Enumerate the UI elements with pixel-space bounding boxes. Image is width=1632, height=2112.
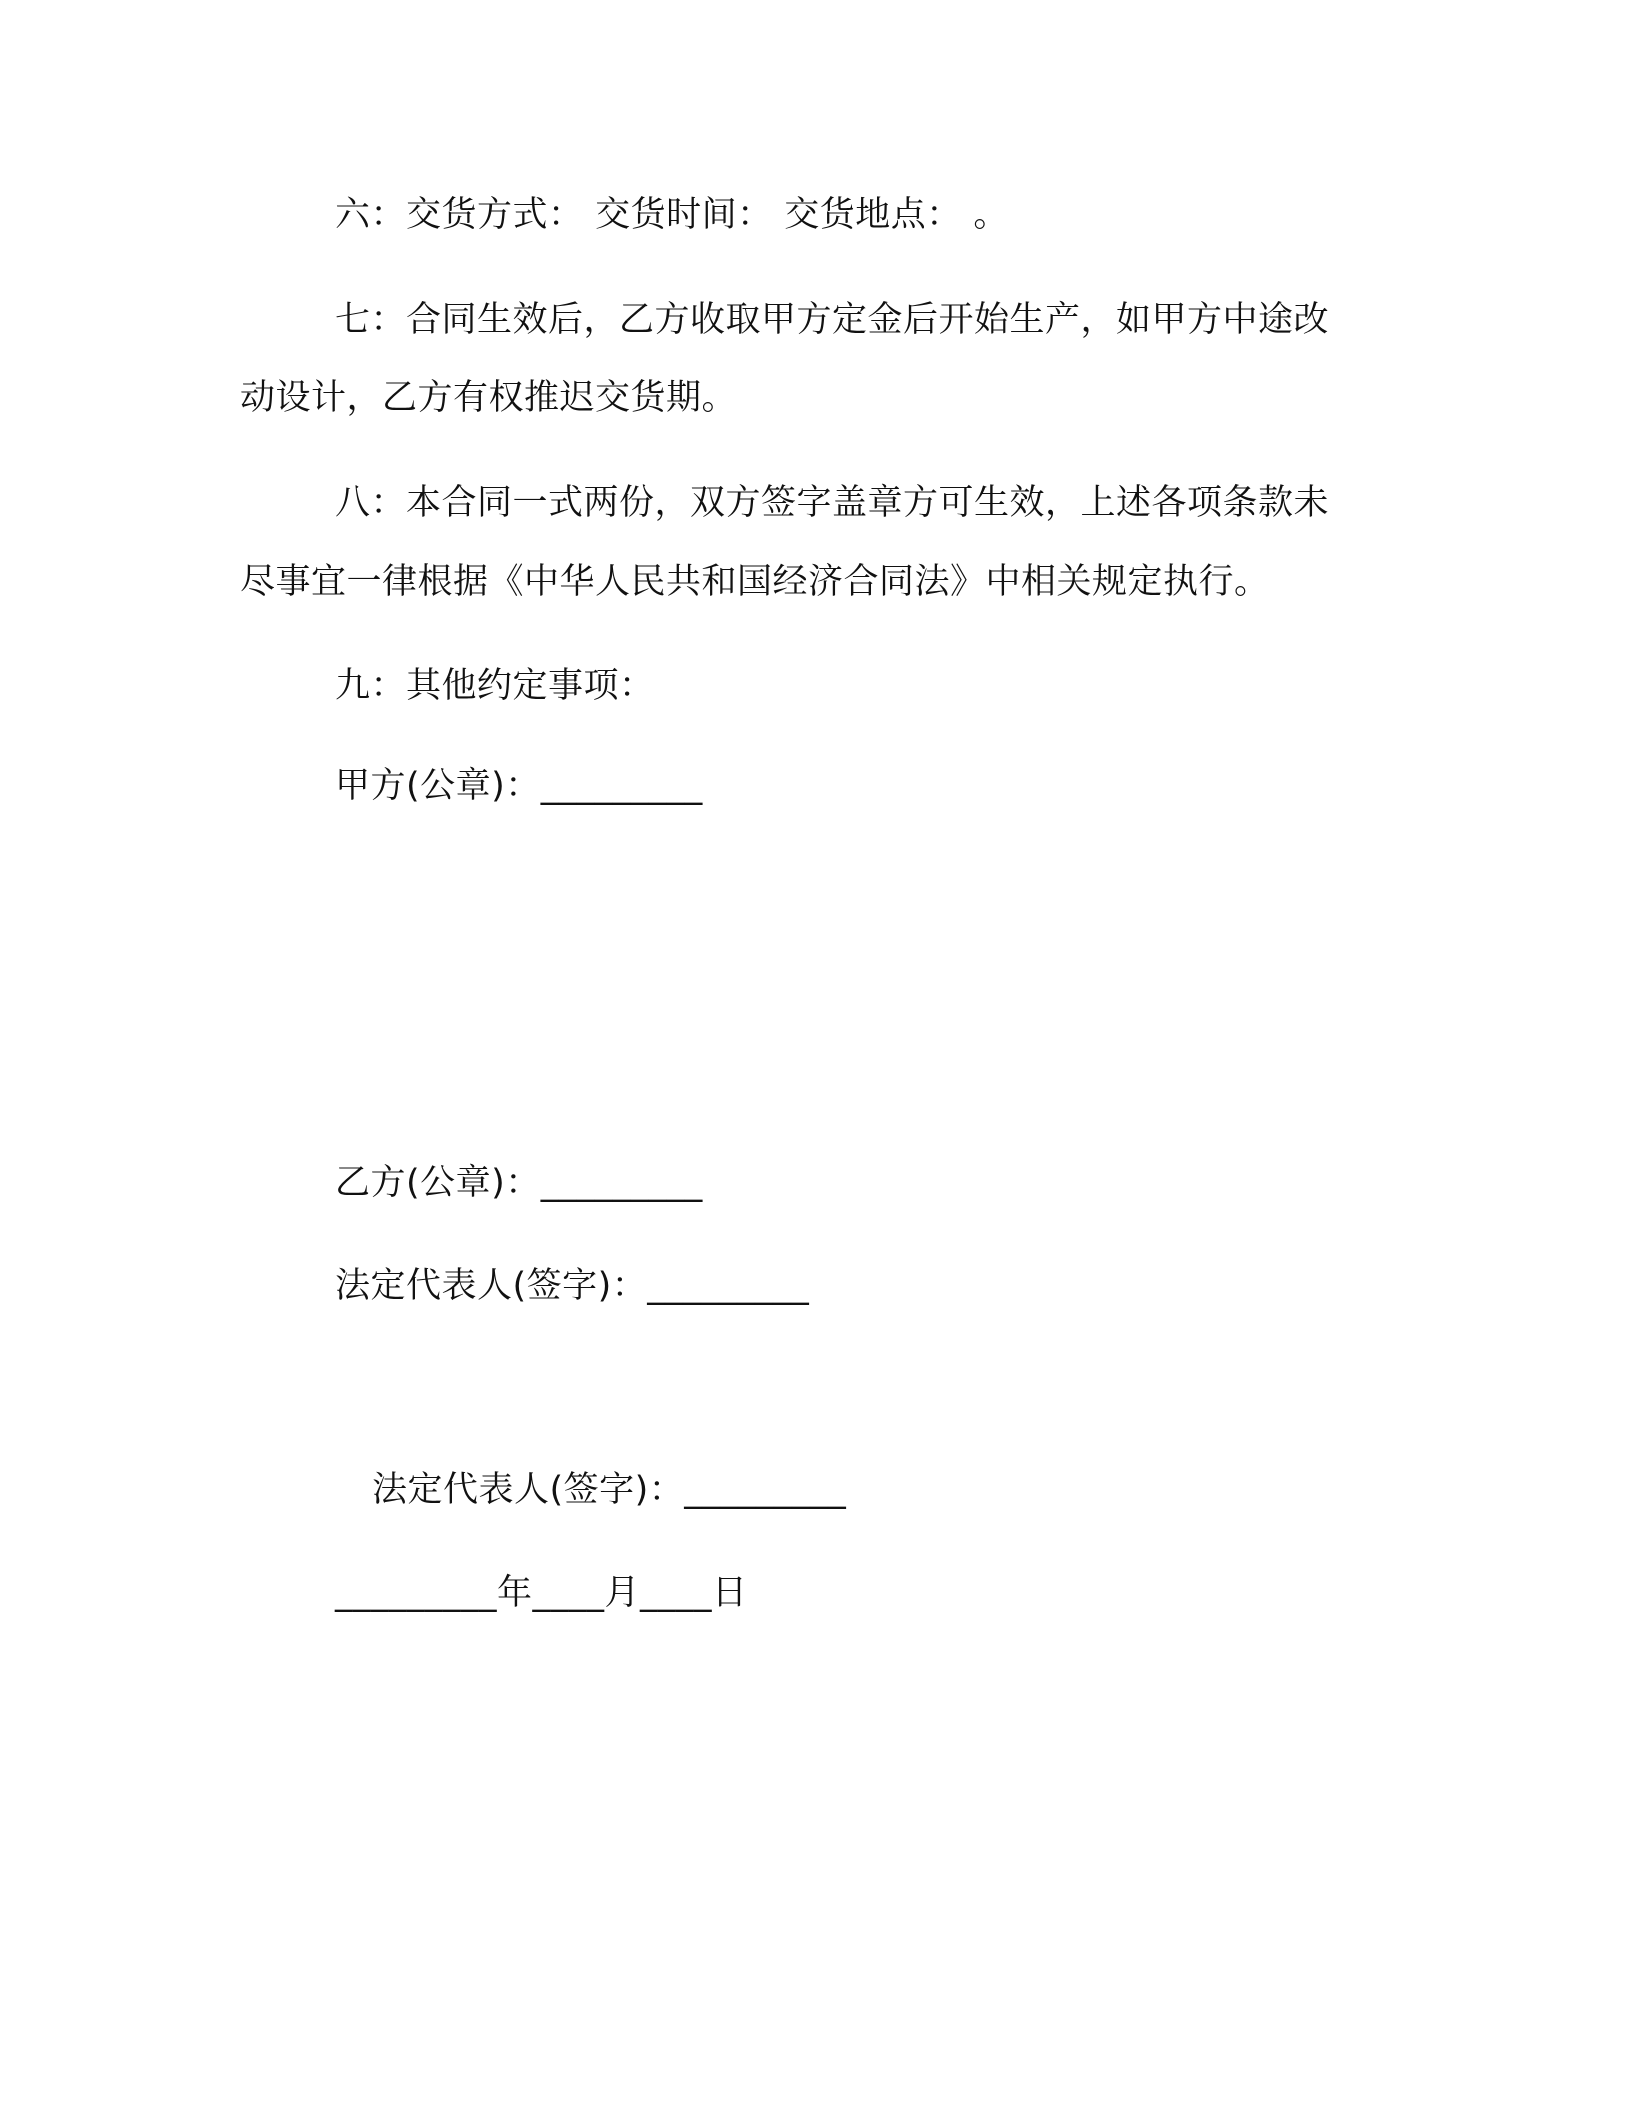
clause-8-line-2: 尽事宜一律根据《中华人民共和国经济合同法》中相关规定执行。 bbox=[240, 562, 1270, 602]
clause-7-line-2: 动设计，乙方有权推迟交货期。 bbox=[240, 378, 738, 418]
clause-8-line-1: 八：本合同一式两份，双方签字盖章方可生效，上述各项条款未 bbox=[335, 483, 1330, 523]
date-line: _________年____月____日 bbox=[335, 1573, 748, 1613]
clause-7-line-1: 七：合同生效后，乙方收取甲方定金后开始生产，如甲方中途改 bbox=[335, 300, 1330, 340]
clause-6-delivery: 六：交货方式： 交货时间： 交货地点： 。 bbox=[335, 195, 1009, 235]
party-a-seal: 甲方(公章)：_________ bbox=[335, 766, 703, 806]
legal-representative-signature-2: 法定代表人(签字)：_________ bbox=[372, 1470, 847, 1510]
legal-representative-signature-1: 法定代表人(签字)：_________ bbox=[335, 1266, 810, 1306]
party-b-seal: 乙方(公章)：_________ bbox=[335, 1163, 703, 1203]
clause-9-other-terms: 九：其他约定事项： bbox=[335, 666, 655, 706]
